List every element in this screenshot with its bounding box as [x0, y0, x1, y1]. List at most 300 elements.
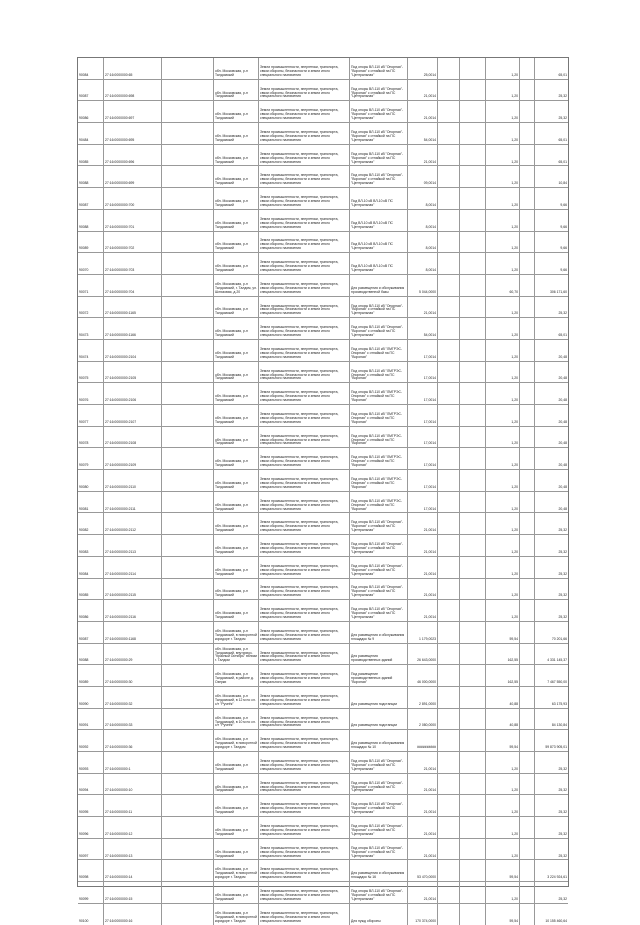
cell-empty	[460, 709, 486, 730]
cell-sum-text: 59 873 905,01	[545, 745, 567, 750]
cell-use-text: Для нужд обороны	[351, 918, 381, 923]
cell-rate	[486, 817, 520, 838]
cell-empty	[438, 817, 460, 838]
cell-addr	[214, 644, 259, 665]
cell-cad	[104, 839, 162, 860]
cell-area-text: 21,0014	[423, 593, 436, 598]
cell-sum-text: 20,48	[558, 419, 567, 424]
cell-use-text: Под опоры ВЛ-110 кВ "Опорная"-"Вороная" с отпайкой на ПС "Центральная"	[351, 173, 404, 186]
cell-addr-text: обл. Московская, р-н Талдомский	[215, 372, 248, 381]
cell-cad-text: 27:16:0000000:1166	[105, 333, 136, 338]
cell-rate-text: 40,88	[509, 723, 518, 728]
cell-empty	[162, 513, 214, 534]
cell-cat-text: Земли промышленности, энергетики, транспорта, связи обороны, безопасности и земли иного специального назначения	[260, 563, 339, 576]
cell-cat-text: Земли промышленности, энергетики, транспорта, связи обороны, безопасности и земли иного специального назначения	[260, 910, 339, 923]
cell-empty	[162, 535, 214, 556]
cell-id-text: 90474	[79, 354, 89, 359]
cell-empty	[460, 362, 486, 383]
cell-empty	[460, 448, 486, 469]
cell-area	[408, 860, 438, 881]
cell-area	[408, 210, 438, 231]
cell-empty	[438, 275, 460, 296]
cell-sum-text: 25,32	[558, 593, 567, 598]
cell-area	[408, 188, 438, 209]
cell-cad	[104, 774, 162, 795]
cell-empty	[460, 297, 486, 318]
cell-addr-text: обл. Московская, р-н Талдомский	[215, 762, 248, 771]
cell-area	[408, 644, 438, 665]
cell-empty	[460, 752, 486, 773]
cell-empty	[520, 188, 535, 209]
cell-area-text: 54,0014	[423, 137, 436, 142]
cell-area	[408, 730, 438, 751]
cell-rate	[486, 535, 520, 556]
cell-empty	[520, 795, 535, 816]
cell-empty	[460, 58, 486, 79]
cell-area-text: 17,0014	[423, 463, 436, 468]
cell-id-text: 90097	[79, 853, 89, 858]
cell-empty	[520, 622, 535, 643]
cell-sum	[535, 448, 568, 469]
cell-use	[350, 318, 408, 339]
cell-rate-text: 162,55	[507, 658, 518, 663]
cell-cat	[259, 362, 350, 383]
cell-empty	[438, 427, 460, 448]
cell-area	[408, 405, 438, 426]
cell-addr-text: обл. Московская, р-н Талдомский, в поворотной коридоре г. Талдом	[215, 867, 257, 880]
cell-id-text: 90096	[79, 831, 89, 836]
cell-sum-text: 9,66	[560, 267, 567, 272]
cell-addr	[214, 340, 259, 361]
cell-use	[350, 904, 408, 925]
cell-sum-text: 20,48	[558, 376, 567, 381]
cell-empty	[162, 687, 214, 708]
cell-rate	[486, 644, 520, 665]
cell-addr-text: обл. Московская, р-н Талдомский	[215, 112, 248, 121]
cell-sum-text: 9,66	[560, 224, 567, 229]
cell-addr-text: обл. Московская, р-н Талдомский	[215, 329, 248, 338]
cell-cat-text: Земли промышленности, энергетики, транспорта, связи обороны, безопасности и земли иного специального назначения	[260, 130, 339, 142]
cell-use	[350, 557, 408, 578]
cell-id	[78, 340, 104, 361]
cell-cat-text: Земли промышленности, энергетики, транспорта, связи обороны, безопасности и земли иного специального назначения	[260, 693, 339, 706]
cell-cad	[104, 253, 162, 274]
cell-addr-text: обл. Московская, р-н Талдомский	[215, 437, 248, 446]
cell-cat	[259, 101, 350, 122]
cell-cad	[104, 188, 162, 209]
cell-area-text: 09,0014	[423, 181, 436, 186]
table-row	[78, 752, 568, 774]
cell-rate	[486, 774, 520, 795]
cell-empty	[520, 297, 535, 318]
cell-empty	[520, 210, 535, 231]
cell-addr-text: обл. Московская, р-н Талдомский	[215, 177, 248, 186]
cell-id-text: 90091	[79, 723, 89, 728]
cell-use	[350, 774, 408, 795]
cell-cad-text: 27:16:0000000:701	[105, 224, 135, 229]
cell-id	[78, 687, 104, 708]
cell-empty	[460, 622, 486, 643]
cell-cad	[104, 513, 162, 534]
cell-empty	[162, 145, 214, 166]
cell-addr-text: обл. Московская, р-н Талдомский, г. Талдом, ул. Шлюзовая, д.20	[215, 281, 257, 294]
cell-empty	[520, 448, 535, 469]
cell-cad	[104, 579, 162, 600]
cell-use	[350, 860, 408, 881]
table-row	[78, 557, 568, 579]
cell-area-text: 17,0014	[423, 441, 436, 446]
cell-rate-text: 1,20	[511, 202, 518, 207]
cell-area-text: 8,0014	[425, 246, 436, 251]
cell-use-text: Под опоры ВЛ-110 кВ "Опорная"-"Вороная" с отпайкой на ПС "Центральная"	[351, 520, 404, 533]
cell-id-text: 90079	[79, 463, 89, 468]
table-row	[78, 275, 568, 297]
cell-rate-text: 1,20	[511, 896, 518, 901]
cell-addr-text: обл. Московская, р-н Талдомский	[215, 199, 248, 207]
cell-cad-text: 27:16:0000000:2112	[105, 528, 136, 533]
cell-use	[350, 101, 408, 122]
land-parcel-table	[77, 57, 569, 923]
cell-rate	[486, 513, 520, 534]
cell-cad	[104, 795, 162, 816]
cell-area	[408, 123, 438, 144]
cell-cad	[104, 383, 162, 404]
cell-use-text: Под опоры ВЛ-110 кВ "Опорная"-"Вороная" с отпайкой на ПС "Центральная"	[351, 758, 404, 771]
cell-rate	[486, 362, 520, 383]
cell-rate-text: 1,20	[511, 376, 518, 381]
cell-empty	[520, 80, 535, 101]
cell-addr	[214, 297, 259, 318]
cell-sum-text: 25,32	[558, 94, 567, 99]
cell-rate-text: 1,20	[511, 484, 518, 489]
cell-use-text: Под опоры ВЛ-110 кВ "Опорная"-"Вороная" с отпайкой на ПС "Центральная"	[351, 802, 404, 815]
cell-area-text: 21,0014	[423, 766, 436, 771]
cell-cad	[104, 166, 162, 187]
cell-sum	[535, 817, 568, 838]
cell-use	[350, 210, 408, 231]
cell-cad	[104, 210, 162, 231]
cell-area	[408, 340, 438, 361]
cell-rate	[486, 492, 520, 513]
cell-use-text: Под опоры ВЛ-110 кВ "Опорная"-"Вороная" с отпайкой на ПС "Центральная"	[351, 889, 404, 901]
cell-area	[408, 774, 438, 795]
cell-empty	[438, 709, 460, 730]
cell-id	[78, 448, 104, 469]
table-row	[78, 362, 568, 384]
cell-id-text: 90072	[79, 311, 89, 316]
cell-id	[78, 470, 104, 491]
cell-empty	[460, 145, 486, 166]
cell-empty	[520, 817, 535, 838]
cell-cad	[104, 58, 162, 79]
cell-sum	[535, 101, 568, 122]
cell-cad-text: 27:16:0000000:696	[105, 159, 135, 164]
cell-id	[78, 665, 104, 686]
cell-area	[408, 318, 438, 339]
cell-rate	[486, 730, 520, 751]
cell-cad-text: 27:16:0000000:2110	[105, 484, 136, 489]
cell-area	[408, 579, 438, 600]
cell-empty	[520, 904, 535, 925]
cell-empty	[438, 622, 460, 643]
cell-empty	[162, 600, 214, 621]
cell-rate	[486, 166, 520, 187]
cell-empty	[460, 839, 486, 860]
cell-cat-text: Земли промышленности, энергетики, транспорта, связи обороны, безопасности и земли иного специального назначения	[260, 216, 339, 229]
cell-empty	[520, 275, 535, 296]
cell-empty	[520, 232, 535, 253]
cell-empty	[162, 318, 214, 339]
cell-id	[78, 839, 104, 860]
cell-use	[350, 709, 408, 730]
cell-use-text: Для размещения и обслуживания площадок № 10	[351, 741, 405, 750]
cell-area	[408, 795, 438, 816]
cell-addr	[214, 579, 259, 600]
table-row	[78, 145, 568, 167]
cell-cat-text: Земли промышленности, энергетики, транспорта, связи обороны, безопасности и земли иного специального назначения	[260, 607, 339, 619]
cell-area-text: 17,0014	[423, 376, 436, 381]
cell-rate-text: 1,20	[511, 463, 518, 468]
cell-addr-text: обл. Московская, р-н Талдомский, в районе д. Озерки	[215, 672, 254, 685]
cell-use-text: Под опоры ВЛ-110 кВ "ЛМГРЭС-Опорная" с отпайкой на ПС "Вороная"	[351, 498, 403, 511]
cell-rate-text: 59,54	[509, 745, 518, 750]
cell-sum	[535, 297, 568, 318]
cell-addr-text: обл. Московская, р-н Талдомский	[215, 611, 248, 619]
cell-rate	[486, 860, 520, 881]
cell-use	[350, 448, 408, 469]
cell-use	[350, 383, 408, 404]
cell-use	[350, 145, 408, 166]
cell-cat	[259, 188, 350, 209]
cell-area	[408, 687, 438, 708]
table-row	[78, 882, 568, 904]
cell-addr	[214, 904, 259, 925]
table-row	[78, 600, 568, 622]
cell-use-text: Под опоры ВЛ-110 кВ "Опорная"-"Вороная" с отпайкой на ПС "Центральная"	[351, 845, 404, 858]
cell-id	[78, 904, 104, 925]
cell-cat	[259, 405, 350, 426]
cell-rate	[486, 795, 520, 816]
cell-rate	[486, 145, 520, 166]
cell-rate	[486, 405, 520, 426]
cell-empty	[520, 600, 535, 621]
cell-rate-text: 1,20	[511, 766, 518, 771]
cell-empty	[162, 860, 214, 881]
cell-area	[408, 709, 438, 730]
cell-sum	[535, 405, 568, 426]
cell-cat-text: Земли промышленности, энергетики, транспорта, связи обороны, безопасности и земли иного специального назначения	[260, 173, 339, 186]
cell-sum-text: 63 175,93	[551, 701, 567, 706]
cell-addr	[214, 145, 259, 166]
cell-addr-text: обл. Московская, р-н Талдомский	[215, 220, 248, 229]
cell-cat	[259, 730, 350, 751]
cell-cad	[104, 535, 162, 556]
cell-empty	[460, 687, 486, 708]
cell-empty	[460, 427, 486, 448]
cell-empty	[460, 340, 486, 361]
cell-addr	[214, 166, 259, 187]
cell-cad-text: 27:16:0000000:2114	[105, 571, 136, 576]
cell-empty	[162, 730, 214, 751]
cell-id-text: 90095	[79, 810, 89, 815]
cell-area-text: 21,0014	[423, 528, 436, 533]
table-row	[78, 492, 568, 514]
cell-addr	[214, 188, 259, 209]
cell-empty	[438, 470, 460, 491]
cell-id	[78, 817, 104, 838]
cell-area	[408, 58, 438, 79]
cell-cat	[259, 340, 350, 361]
cell-empty	[460, 210, 486, 231]
cell-cat	[259, 383, 350, 404]
cell-id	[78, 318, 104, 339]
cell-cad	[104, 600, 162, 621]
cell-area	[408, 492, 438, 513]
cell-empty	[438, 557, 460, 578]
cell-area-text: 21,0014	[423, 831, 436, 836]
cell-addr-text: обл. Московская, р-н Талдомский	[215, 480, 248, 489]
cell-cad	[104, 687, 162, 708]
cell-id	[78, 80, 104, 101]
cell-id-text: 90082	[79, 528, 89, 533]
cell-sum-text: 306 171,60	[550, 289, 567, 294]
cell-area-text: 26 643,0000	[417, 658, 436, 663]
cell-area-text: 21,0014	[423, 896, 436, 901]
cell-area	[408, 665, 438, 686]
cell-cat	[259, 232, 350, 253]
cell-empty	[438, 882, 460, 903]
cell-cad-text: 27:16:0000000:1168	[105, 636, 136, 641]
cell-sum	[535, 839, 568, 860]
cell-id	[78, 101, 104, 122]
cell-sum-text: 20,48	[558, 354, 567, 359]
cell-empty	[438, 795, 460, 816]
cell-id	[78, 362, 104, 383]
cell-rate	[486, 470, 520, 491]
cell-empty	[162, 795, 214, 816]
cell-cad-text: 27:16:0000000:15	[105, 896, 133, 901]
cell-addr	[214, 557, 259, 578]
cell-rate-text: 162,55	[507, 680, 518, 685]
cell-area-text: 17,0014	[423, 354, 436, 359]
cell-cad	[104, 275, 162, 296]
cell-cad	[104, 882, 162, 903]
cell-empty	[460, 774, 486, 795]
cell-cat	[259, 253, 350, 274]
cell-id-text: 90089	[79, 680, 89, 685]
cell-cat-text: Земли промышленности, энергетики, транспорта, связи обороны, безопасности и земли иного специального назначения	[260, 867, 339, 880]
cell-id	[78, 297, 104, 318]
cell-rate-text: 1,20	[511, 398, 518, 403]
cell-empty	[162, 904, 214, 925]
cell-empty	[460, 318, 486, 339]
cell-cat-text: Земли промышленности, энергетики, транспорта, связи обороны, безопасности и земли иного специального назначения	[260, 845, 339, 858]
cell-id	[78, 145, 104, 166]
cell-sum	[535, 275, 568, 296]
cell-empty	[520, 405, 535, 426]
cell-sum-text: 25,32	[558, 896, 567, 901]
cell-id	[78, 622, 104, 643]
cell-empty	[460, 166, 486, 187]
cell-empty	[520, 709, 535, 730]
cell-id	[78, 535, 104, 556]
cell-use-text: Под опоры ВЛ-110 кВ "ЛМГРЭС-Опорная" с отпайкой на ПС "Вороная"	[351, 433, 403, 446]
cell-empty	[460, 860, 486, 881]
cell-id-text: 90473	[79, 333, 89, 338]
cell-cat	[259, 600, 350, 621]
cell-cad	[104, 644, 162, 665]
cell-id-text: 90071	[79, 289, 89, 294]
cell-addr-text: обл. Московская, р-н Талдомский, в 10 м по сл. с/т "Ручеёк"	[215, 715, 256, 728]
cell-empty	[162, 80, 214, 101]
cell-use	[350, 232, 408, 253]
table-row	[78, 730, 568, 752]
cell-use	[350, 730, 408, 751]
cell-id-text: 90078	[79, 441, 89, 446]
table-row	[78, 513, 568, 535]
cell-cad	[104, 448, 162, 469]
cell-cat-text: Земли промышленности, энергетики, транспорта, связи обороны, безопасности и земли иного специального назначения	[260, 780, 339, 793]
cell-cad-text: 27:16:0000000:699	[105, 181, 135, 186]
cell-empty	[460, 600, 486, 621]
cell-cad-text: 27:16:0000000:1165	[105, 311, 136, 316]
cell-sum	[535, 232, 568, 253]
cell-cat-text: Земли промышленности, энергетики, транспорта, связи обороны, безопасности и земли иного специального назначения	[260, 195, 339, 207]
cell-id	[78, 275, 104, 296]
cell-cad-text: 27:16:0000000:29	[105, 658, 133, 663]
cell-area-text: 21,0014	[423, 94, 436, 99]
cell-empty	[438, 210, 460, 231]
cell-sum-text: 20,48	[558, 484, 567, 489]
cell-use-text: Под опоры ВЛ-110 кВ "Опорная"-"Вороная" с отпайкой на ПС "Центральная"	[351, 130, 404, 142]
cell-id-text: 90081	[79, 506, 89, 511]
cell-area	[408, 904, 438, 925]
cell-sum-text: 84 130,84	[551, 723, 567, 728]
table-row	[78, 795, 568, 817]
cell-empty	[520, 340, 535, 361]
cell-rate-text: 1,20	[511, 441, 518, 446]
cell-addr	[214, 817, 259, 838]
cell-addr-text: обл. Московская, р-н Талдомский, в поворотной коридоре г. Талдом	[215, 737, 257, 750]
cell-sum	[535, 795, 568, 816]
cell-use	[350, 839, 408, 860]
cell-use-text: Под ВЛ-10 кВ ВЛ-10 кВ ПС "Центральная"	[351, 242, 394, 251]
cell-area	[408, 362, 438, 383]
cell-id	[78, 600, 104, 621]
cell-area	[408, 253, 438, 274]
cell-rate-text: 1,20	[511, 333, 518, 338]
table-row	[78, 448, 568, 470]
cell-sum	[535, 860, 568, 881]
cell-area	[408, 383, 438, 404]
cell-empty	[520, 730, 535, 751]
cell-id	[78, 709, 104, 730]
cell-rate	[486, 297, 520, 318]
cell-sum-text: 20,48	[558, 463, 567, 468]
cell-cad-text: 27:16:0000000:65	[105, 72, 133, 77]
cell-empty	[162, 448, 214, 469]
cell-cad-text: 27:16:0000000:702	[105, 246, 135, 251]
cell-rate	[486, 275, 520, 296]
cell-use	[350, 253, 408, 274]
cell-use-text: Под опоры ВЛ-110 кВ "ЛМГРЭС-Опорная" с отпайкой на ПС "Вороная"	[351, 346, 403, 359]
cell-cat-text: Земли промышленности, энергетики, транспорта, связи обороны, безопасности и земли иного специального назначения	[260, 520, 339, 533]
cell-id	[78, 427, 104, 448]
cell-id-text: 90099	[79, 896, 89, 901]
cell-area-text: 8,0014	[425, 224, 436, 229]
cell-area-text: 54,0014	[423, 333, 436, 338]
table-row	[78, 101, 568, 123]
